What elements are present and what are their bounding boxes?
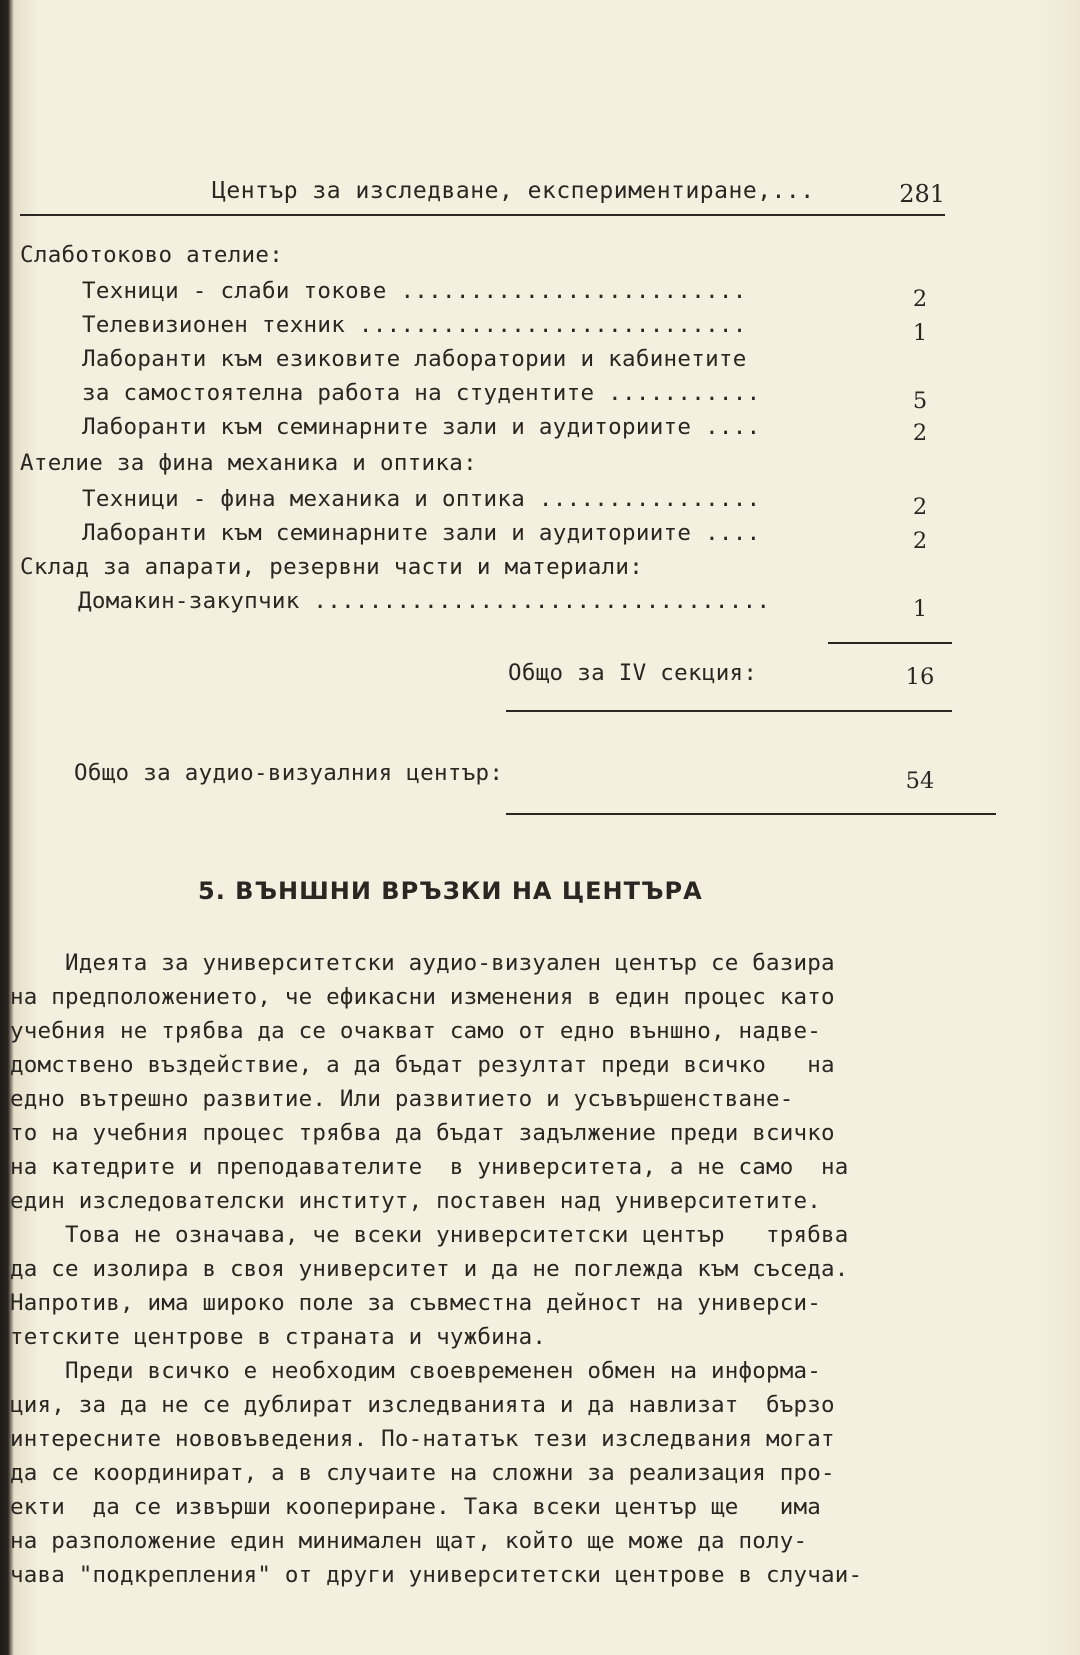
body-line: домствено въздействие, а да бъдат резултат преди всичко на	[10, 1052, 835, 1078]
staff-count: 2	[912, 420, 928, 446]
body-line: то на учебния процес трябва да бъдат задължение преди всичко	[10, 1120, 835, 1146]
staff-count: 2	[912, 286, 928, 312]
body-line: да се изолира в своя университет и да не поглежда към съседа.	[10, 1256, 849, 1282]
body-line: на разположение един минимален щат, който ще може да полу-	[10, 1528, 808, 1554]
center-total-value: 54	[905, 768, 935, 794]
staff-count: 2	[912, 528, 928, 554]
body-line: на катедрите и преподавателите в университета, а не само на	[10, 1154, 849, 1180]
body-line: екти да се извърши коопериране. Така всеки център ще има	[10, 1494, 822, 1520]
sum-rule	[828, 642, 952, 644]
staff-item: Телевизионен техник ............................	[82, 312, 747, 338]
body-line: учебния не трябва да се очакват само от едно външно, надве-	[10, 1018, 822, 1044]
staff-item: Лаборанти към семинарните зали и аудиториите ....	[82, 520, 761, 546]
body-line: тетските центрове в страната и чужбина.	[10, 1324, 547, 1350]
section-total-label: Общо за IV секция:	[508, 660, 758, 686]
section-label: Склад за апарати, резервни части и материали:	[20, 554, 644, 580]
staff-item: Техници - слаби токове .........................	[82, 278, 747, 304]
staff-count: 1	[912, 596, 928, 622]
staff-count: 2	[912, 494, 928, 520]
body-line: един изследователски институт, поставен над университетите.	[10, 1188, 822, 1214]
body-line: интересните нововъведения. По-нататък тези изследвания могат	[10, 1426, 835, 1452]
section-label: Слаботоково ателие:	[20, 242, 284, 268]
body-line: чава "подкрепления" от други университетски центрове в случаи-	[10, 1562, 863, 1588]
staff-item: Лаборанти към семинарните зали и аудиториите ....	[82, 414, 761, 440]
staff-item: за самостоятелна работа на студентите ...........	[82, 380, 761, 406]
staff-count: 1	[912, 320, 928, 346]
chapter-heading: 5. ВЪНШНИ ВРЪЗКИ НА ЦЕНТЪРА	[198, 877, 703, 905]
body-line: Идеята за университетски аудио-визуален център се базира	[10, 950, 835, 976]
body-line: Напротив, има широко поле за съвместна дейност на универси-	[10, 1290, 822, 1316]
body-line: да се координират, а в случаите на сложни за реализация про-	[10, 1460, 835, 1486]
body-line: едно вътрешно развитие. Или развитието и усъвършенстване-	[10, 1086, 794, 1112]
section-total-value: 16	[905, 664, 935, 690]
staff-item: Лаборанти към езиковите лаборатории и кабинетите	[82, 346, 747, 372]
center-total-label: Общо за аудио-визуалния център:	[74, 760, 504, 786]
body-line: Преди всичко е необходим своевременен обмен на информа-	[10, 1358, 822, 1384]
page-header	[20, 178, 945, 216]
staff-item: Техници - фина механика и оптика ................	[82, 486, 761, 512]
section-label: Ателие за фина механика и оптика:	[20, 450, 477, 476]
total-rule	[506, 710, 952, 712]
running-title: Център за изследване, експериментиране,...	[212, 178, 815, 204]
body-line: Това не означава, че всеки университетски център трябва	[10, 1222, 849, 1248]
staff-item: Домакин-закупчик .................................	[78, 588, 771, 614]
body-line: ция, за да не се дублират изследванията и да навлизат бързо	[10, 1392, 835, 1418]
page-number: 281	[899, 180, 945, 208]
body-line: на предположението, че ефикасни изменения в един процес като	[10, 984, 835, 1010]
total-rule	[506, 813, 996, 815]
staff-count: 5	[912, 388, 928, 414]
